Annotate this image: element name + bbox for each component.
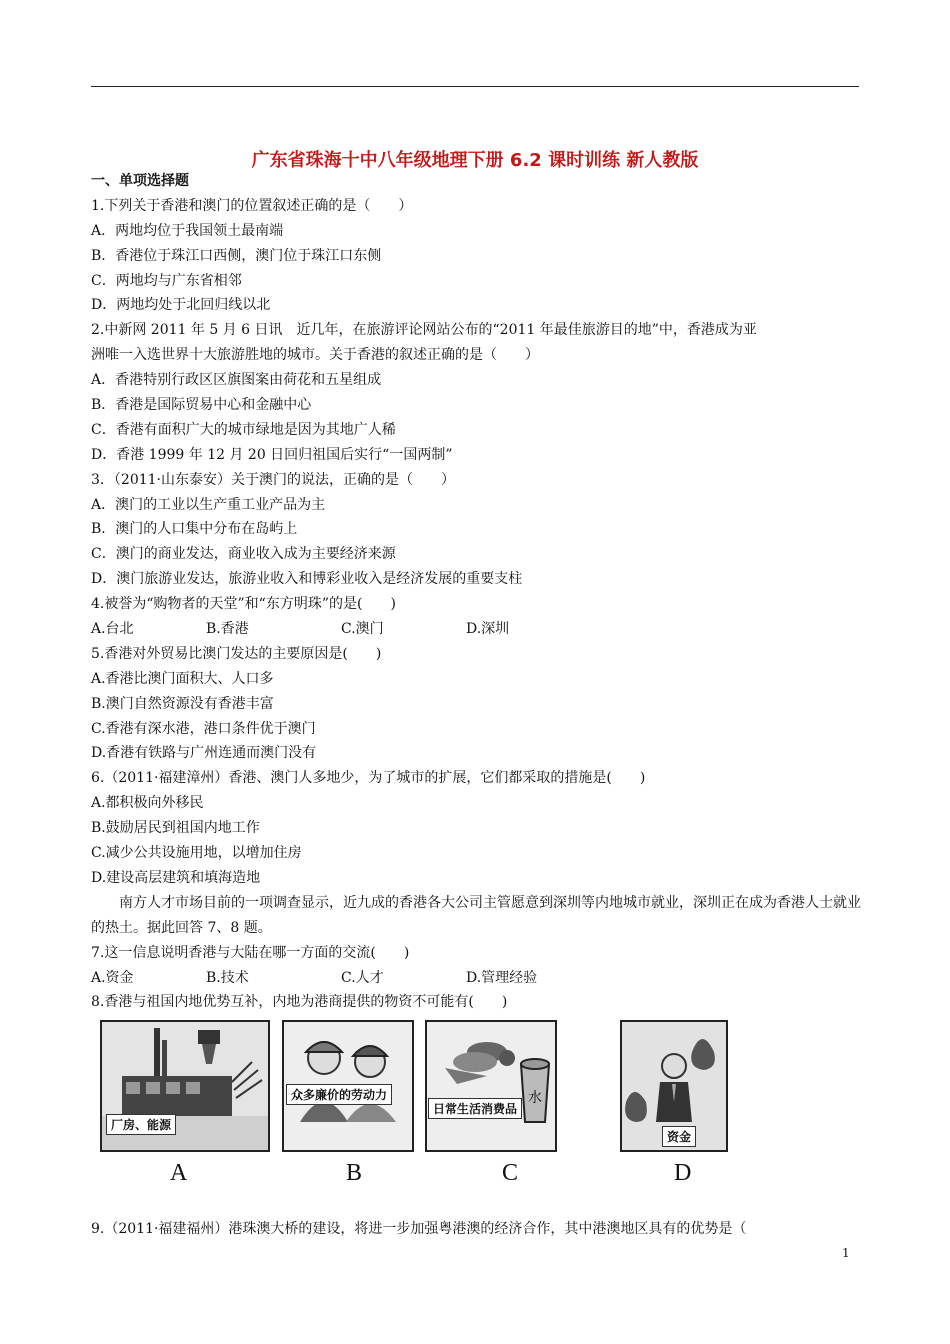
q6-option-b: B.鼓励居民到祖国内地工作 <box>91 820 260 837</box>
question-content <box>91 169 863 1015</box>
passage: 南方人才市场目前的一项调查显示，近九成的香港各大公司主管愿意到深圳等内地城市就业，深圳正在成为香港人士就业的热土。据此回答 7、8 题。 <box>91 894 861 936</box>
q8-letter-d: D <box>674 1160 692 1186</box>
q8-stem: 8.香港与祖国内地优势互补，内地为港商提供的物资不可能有( ) <box>91 994 508 1011</box>
q1-option-a: A．两地均位于我国领土最南端 <box>91 222 284 239</box>
q3-stem: 3．（2011·山东泰安）关于澳门的说法，正确的是（ ） <box>91 471 455 488</box>
q1-option-b: B．香港位于珠江口西侧，澳门位于珠江口东侧 <box>91 247 382 264</box>
q7-option-b: B.技术 <box>206 969 249 986</box>
q3-option-a: A．澳门的工业以生产重工业产品为主 <box>91 496 326 513</box>
q7-option-a: A.资金 <box>91 969 134 986</box>
q3-option-d: D．澳门旅游业发达，旅游业收入和博彩业收入是经济发展的重要支柱 <box>91 571 523 588</box>
header-rule <box>91 86 859 87</box>
q8-letter-a: A <box>170 1160 188 1186</box>
q2-option-d: D．香港 1999 年 12 月 20 日回归祖国后实行“一国两制” <box>91 446 453 463</box>
q8-image-b <box>282 1020 414 1152</box>
q4-option-a: A.台北 <box>91 621 134 638</box>
q8-image-a <box>100 1020 270 1152</box>
q5-option-c: C.香港有深水港，港口条件优于澳门 <box>91 720 316 737</box>
q5-stem: 5.香港对外贸易比澳门发达的主要原因是( ) <box>91 645 382 662</box>
q9-stem: 9.（2011·福建福州）港珠澳大桥的建设，将进一步加强粤港澳的经济合作，其中港澳地区具有的优势是（ <box>91 1221 747 1237</box>
q8-image-d <box>620 1020 728 1152</box>
q1-option-c: C．两地均与广东省相邻 <box>91 272 242 289</box>
q8-image-c <box>425 1020 557 1152</box>
q2-stem-line1: 2.中新网 2011 年 5 月 6 日讯 近几年，在旅游评论网站公布的“2011 年最佳旅游目的地”中，香港成为亚 <box>91 322 757 339</box>
q8-label-d: 资金 <box>662 1126 696 1147</box>
q7-stem: 7.这一信息说明香港与大陆在哪一方面的交流( ) <box>91 944 410 961</box>
bucket-text: 水 <box>528 1090 542 1106</box>
page-title: 广东省珠海十中八年级地理下册 6.2 课时训练 新人教版 <box>251 150 699 171</box>
q3-option-c: C．澳门的商业发达，商业收入成为主要经济来源 <box>91 546 396 563</box>
q8-letter-b: B <box>346 1160 363 1186</box>
q5-option-a: A.香港比澳门面积大、人口多 <box>91 670 274 687</box>
q1-option-d: D．两地均处于北回归线以北 <box>91 297 271 314</box>
q5-option-d: D.香港有铁路与广州连通而澳门没有 <box>91 745 317 762</box>
q2-option-a: A．香港特别行政区区旗图案由荷花和五星组成 <box>91 372 382 389</box>
q8-label-a: 厂房、能源 <box>106 1114 176 1135</box>
section-heading: 一、单项选择题 <box>91 173 189 189</box>
q4-stem: 4.被誉为“购物者的天堂”和“东方明珠”的是( ) <box>91 596 396 613</box>
q6-option-a: A.都积极向外移民 <box>91 795 204 812</box>
q8-image-row <box>100 1020 760 1152</box>
q6-stem: 6.（2011·福建漳州）香港、澳门人多地少，为了城市的扩展，它们都采取的措施是( ) <box>91 770 646 787</box>
q8-letter-c: C <box>502 1160 519 1186</box>
page-number: 1 <box>842 1246 850 1260</box>
q5-option-b: B.澳门自然资源没有香港丰富 <box>91 695 274 712</box>
q2-option-b: B．香港是国际贸易中心和金融中心 <box>91 397 312 414</box>
q1-stem: 1.下列关于香港和澳门的位置叙述正确的是（ ） <box>91 197 413 214</box>
q4-option-c: C.澳门 <box>341 621 384 638</box>
q4-option-d: D.深圳 <box>466 621 510 638</box>
q4-options <box>91 617 863 642</box>
q2-stem-line2: 洲唯一入选世界十大旅游胜地的城市。关于香港的叙述正确的是（ ） <box>91 347 539 364</box>
q7-option-c: C.人才 <box>341 969 384 986</box>
q4-option-b: B.香港 <box>206 621 249 638</box>
q7-options <box>91 966 863 991</box>
q6-option-d: D.建设高层建筑和填海造地 <box>91 869 261 886</box>
q6-option-c: C.减少公共设施用地，以增加住房 <box>91 845 302 862</box>
goods-illustration <box>427 1022 555 1150</box>
q2-option-c: C．香港有面积广大的城市绿地是因为其地广人稀 <box>91 421 396 438</box>
q7-option-d: D.管理经验 <box>466 969 538 986</box>
q8-label-c: 日常生活消费品 <box>428 1098 522 1119</box>
q3-option-b: B．澳门的人口集中分布在岛屿上 <box>91 521 298 538</box>
q8-label-b: 众多廉价的劳动力 <box>286 1084 392 1105</box>
